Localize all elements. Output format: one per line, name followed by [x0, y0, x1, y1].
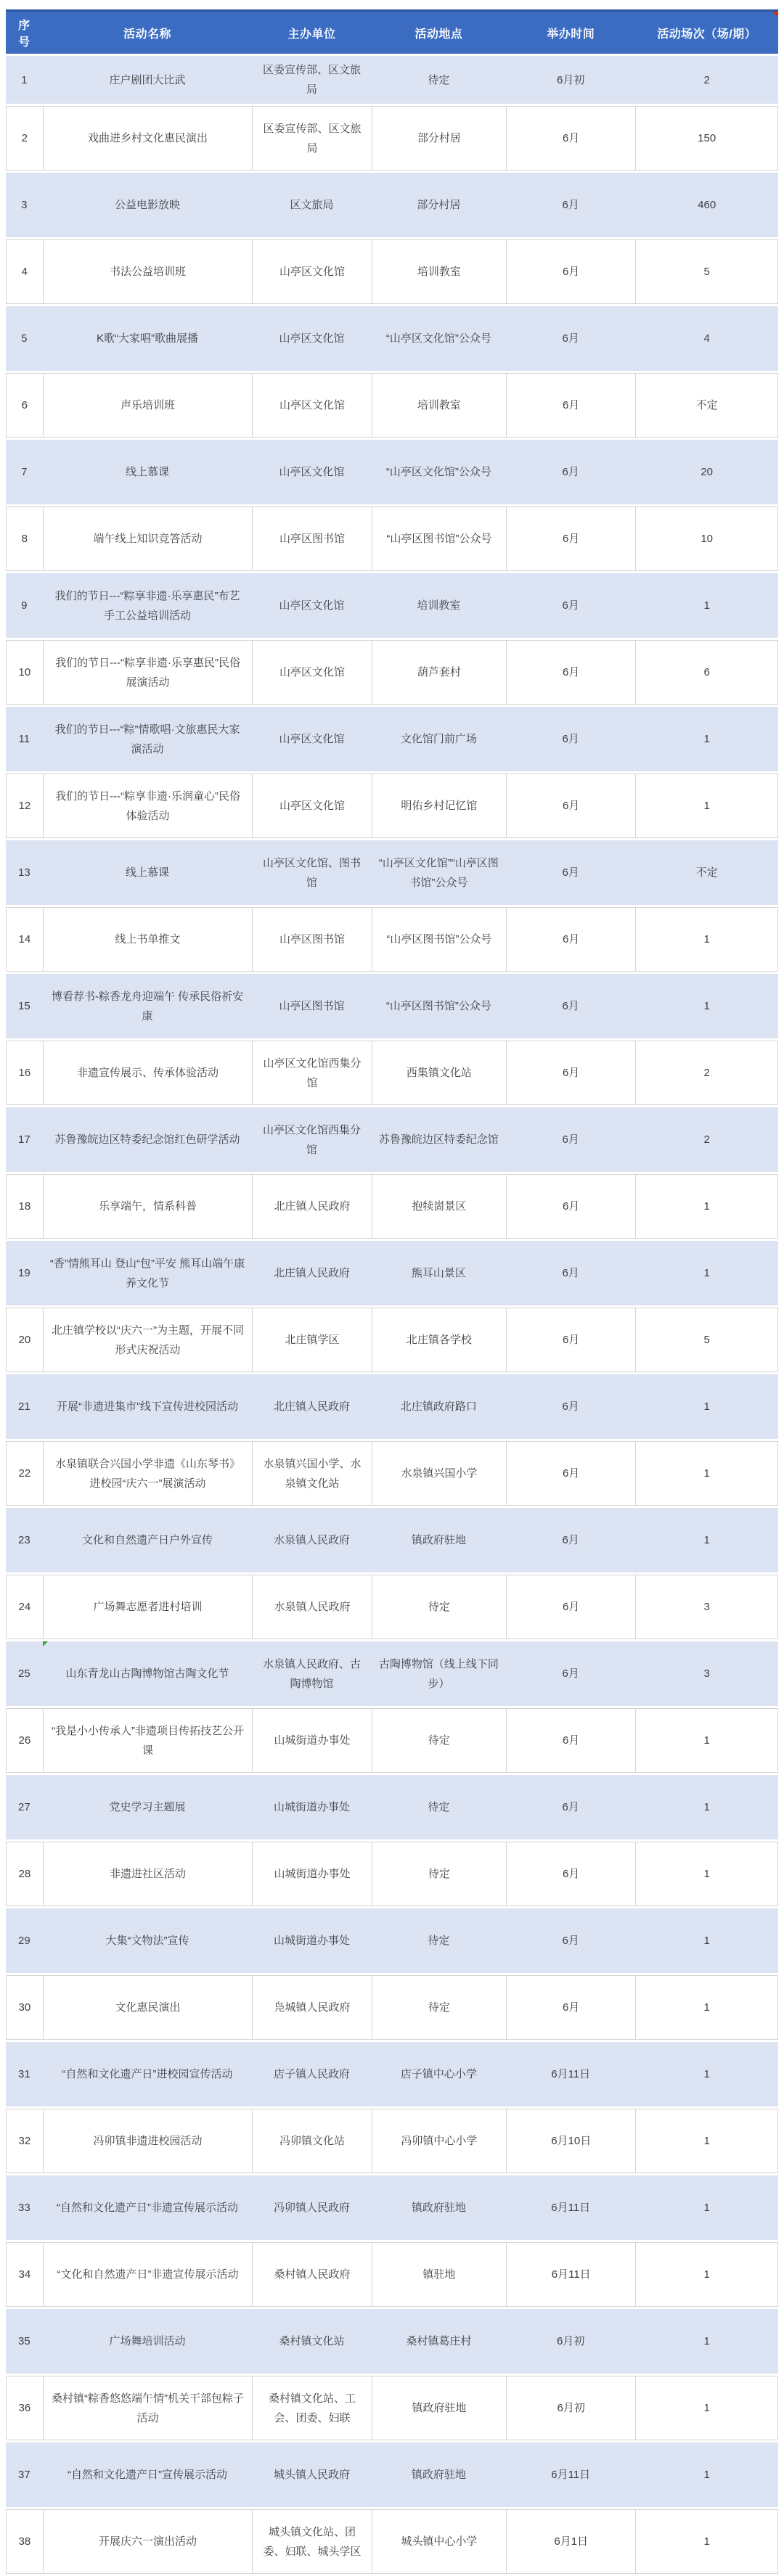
activity-schedule-table: [6, 7, 778, 2576]
cell-no: 14: [6, 907, 43, 972]
cell-name: 山东青龙山古陶博物馆古陶文化节: [43, 1641, 253, 1706]
cell-time: 6月11日: [506, 2175, 635, 2240]
cell-location: 部分村居: [372, 173, 506, 237]
cell-no: 7: [6, 440, 43, 504]
cell-organizer: 山城街道办事处: [252, 1842, 371, 1906]
cell-no: 36: [6, 2376, 43, 2440]
table-row: [6, 56, 778, 104]
header-cell-organizer: 主办单位: [252, 9, 371, 54]
cell-name: “自然和文化遗产日”进校园宣传活动: [43, 2042, 253, 2107]
cell-name: K歌“大家唱”歌曲展播: [43, 306, 253, 371]
cell-organizer: 山亭区文化馆: [252, 306, 371, 371]
cell-name: 开展“非遗进集市”线下宣传进校园活动: [43, 1374, 253, 1439]
cell-time: 6月初: [506, 56, 635, 104]
table-row: [6, 106, 778, 171]
cell-name: “文化和自然遗产日”非遗宣传展示活动: [43, 2242, 253, 2307]
cell-organizer: 北庄镇人民政府: [252, 1174, 371, 1239]
cell-sessions: 2: [635, 1107, 778, 1172]
cell-organizer: 山亭区文化馆: [252, 239, 371, 304]
cell-name: 党史学习主题展: [43, 1775, 253, 1839]
cell-time: 6月: [506, 1775, 635, 1839]
cell-sessions: 1: [635, 1842, 778, 1906]
cell-organizer: 北庄镇学区: [252, 1308, 371, 1372]
cell-time: 6月: [506, 440, 635, 504]
cell-time: 6月: [506, 640, 635, 705]
cell-sessions: 1: [635, 1775, 778, 1839]
cell-organizer: 桑村镇文化站: [252, 2309, 371, 2374]
cell-no: 5: [6, 306, 43, 371]
cell-name: “自然和文化遗产日”非遗宣传展示活动: [43, 2175, 253, 2240]
cell-name: 水泉镇联合兴国小学非遗《山东琴书》进校园“庆六一”展演活动: [43, 1441, 253, 1506]
cell-organizer: 区委宣传部、区文旅局: [252, 56, 371, 104]
cell-organizer: 北庄镇人民政府: [252, 1374, 371, 1439]
cell-time: 6月: [506, 306, 635, 371]
cell-name: 非遗宣传展示、传承体验活动: [43, 1041, 253, 1105]
cell-sessions: 2: [635, 56, 778, 104]
cell-no: 37: [6, 2442, 43, 2507]
cell-location: 葫芦套村: [372, 640, 506, 705]
cell-sessions: 10: [635, 506, 778, 571]
cell-location: 培训教室: [372, 373, 506, 438]
cell-time: 6月: [506, 173, 635, 237]
cell-sessions: 150: [635, 106, 778, 171]
cell-sessions: 6: [635, 640, 778, 705]
cell-organizer: 桑村镇文化站、工会、团委、妇联: [252, 2376, 371, 2440]
cell-sessions: 1: [635, 1374, 778, 1439]
cell-name: 乐享端午，情系科普: [43, 1174, 253, 1239]
table-row: [6, 974, 778, 1038]
cell-name: 博看荐书-粽香龙舟迎端午 传承民俗祈安康: [43, 974, 253, 1038]
cell-no: 35: [6, 2309, 43, 2374]
table-row: [6, 1308, 778, 1372]
cell-location: “山亭区文化馆”公众号: [372, 306, 506, 371]
table-row: [6, 306, 778, 371]
cell-sessions: 1: [635, 2242, 778, 2307]
cell-no: 28: [6, 1842, 43, 1906]
cell-time: 6月: [506, 1441, 635, 1506]
table-row: [6, 173, 778, 237]
table-row: [6, 1842, 778, 1906]
cell-no: 22: [6, 1441, 43, 1506]
cell-no: 38: [6, 2509, 43, 2574]
cell-time: 6月: [506, 1374, 635, 1439]
cell-no: 8: [6, 506, 43, 571]
cell-sessions: 5: [635, 239, 778, 304]
cell-no: 24: [6, 1575, 43, 1639]
table-row: [6, 840, 778, 905]
cell-location: 镇政府驻地: [372, 2175, 506, 2240]
cell-no: 18: [6, 1174, 43, 1239]
table-row: [6, 1575, 778, 1639]
cell-time: 6月: [506, 1041, 635, 1105]
cell-location: 抱犊崮景区: [372, 1174, 506, 1239]
cell-no: 29: [6, 1908, 43, 1973]
cell-name: 我们的节日---“粽”情歌唱·文旅惠民大家演活动: [43, 707, 253, 771]
cell-organizer: 城头镇人民政府: [252, 2442, 371, 2507]
cell-name: 文化和自然遗产日户外宣传: [43, 1508, 253, 1572]
cell-location: 北庄镇政府路口: [372, 1374, 506, 1439]
cell-name: 我们的节日---“粽享非遗·乐享惠民”布艺手工公益培训活动: [43, 573, 253, 638]
cell-no: 19: [6, 1241, 43, 1305]
header-cell-location: 活动地点: [372, 9, 506, 54]
cell-name: 公益电影放映: [43, 173, 253, 237]
cell-time: 6月11日: [506, 2042, 635, 2107]
table-row: [6, 640, 778, 705]
cell-name: 桑村镇“粽香悠悠端午情”机关干部包粽子活动: [43, 2376, 253, 2440]
cell-organizer: 区文旅局: [252, 173, 371, 237]
cell-name: 大集“文物法”宣传: [43, 1908, 253, 1973]
cell-sessions: 5: [635, 1308, 778, 1372]
cell-time: 6月: [506, 840, 635, 905]
cell-organizer: 山亭区图书馆: [252, 974, 371, 1038]
table-row: [6, 1107, 778, 1172]
cell-sessions: 1: [635, 1908, 778, 1973]
table-row: [6, 1041, 778, 1105]
cell-name: 声乐培训班: [43, 373, 253, 438]
cell-sessions: 1: [635, 2309, 778, 2374]
cell-sessions: 不定: [635, 840, 778, 905]
cell-no: 30: [6, 1975, 43, 2040]
cell-sessions: 1: [635, 1975, 778, 2040]
cell-no: 25: [6, 1641, 43, 1706]
cell-name: 北庄镇学校以“庆六一”为主题，开展不同形式庆祝活动: [43, 1308, 253, 1372]
cell-time: 6月: [506, 1308, 635, 1372]
cell-organizer: 凫城镇人民政府: [252, 1975, 371, 2040]
cell-organizer: 冯卯镇文化站: [252, 2109, 371, 2173]
cell-name: 端午线上知识竞答活动: [43, 506, 253, 571]
cell-no: 13: [6, 840, 43, 905]
table-row: [6, 506, 778, 571]
cell-organizer: 山亭区文化馆: [252, 640, 371, 705]
cell-sessions: 1: [635, 2109, 778, 2173]
table-row: [6, 907, 778, 972]
table-body: [6, 56, 778, 2574]
header-cell-sessions: 活动场次（场/期）: [635, 9, 778, 54]
cell-location: 古陶博物馆（线上线下同步）: [372, 1641, 506, 1706]
cell-name: 线上慕课: [43, 840, 253, 905]
cell-time: 6月: [506, 1842, 635, 1906]
cell-no: 21: [6, 1374, 43, 1439]
cell-location: “山亭区图书馆”公众号: [372, 506, 506, 571]
cell-location: 桑村镇葛庄村: [372, 2309, 506, 2374]
cell-location: 镇政府驻地: [372, 1508, 506, 1572]
cell-sessions: 1: [635, 1241, 778, 1305]
cell-name: 线上书单推文: [43, 907, 253, 972]
cell-time: 6月: [506, 373, 635, 438]
cell-name: 文化惠民演出: [43, 1975, 253, 2040]
cell-name: 广场舞培训活动: [43, 2309, 253, 2374]
cell-no: 3: [6, 173, 43, 237]
cell-time: 6月初: [506, 2309, 635, 2374]
cell-time: 6月: [506, 1575, 635, 1639]
cell-organizer: 山城街道办事处: [252, 1908, 371, 1973]
header-cell-time: 举办时间: [506, 9, 635, 54]
table-row: [6, 2442, 778, 2507]
cell-sessions: 3: [635, 1641, 778, 1706]
cell-organizer: 山亭区文化馆: [252, 774, 371, 838]
cell-location: 培训教室: [372, 239, 506, 304]
cell-location: 待定: [372, 1708, 506, 1773]
cell-time: 6月: [506, 907, 635, 972]
cell-time: 6月1日: [506, 2509, 635, 2574]
cell-organizer: 山城街道办事处: [252, 1775, 371, 1839]
cell-no: 31: [6, 2042, 43, 2107]
cell-sessions: 1: [635, 573, 778, 638]
cell-time: 6月: [506, 707, 635, 771]
cell-location: 城头镇中心小学: [372, 2509, 506, 2574]
header-cell-name: 活动名称: [43, 9, 253, 54]
table-row: [6, 573, 778, 638]
cell-location: 待定: [372, 1975, 506, 2040]
table-row: [6, 1241, 778, 1305]
table-row: [6, 2376, 778, 2440]
cell-sessions: 4: [635, 306, 778, 371]
cell-time: 6月: [506, 774, 635, 838]
table-row: [6, 1708, 778, 1773]
cell-no: 26: [6, 1708, 43, 1773]
cell-organizer: 水泉镇兴国小学、水泉镇文化站: [252, 1441, 371, 1506]
cell-name: “香”情熊耳山 登山“包”平安 熊耳山端午康养文化节: [43, 1241, 253, 1305]
cell-location: 文化馆门前广场: [372, 707, 506, 771]
cell-organizer: 山亭区图书馆: [252, 506, 371, 571]
table-row: [6, 1508, 778, 1572]
cell-no: 17: [6, 1107, 43, 1172]
cell-location: 冯卯镇中心小学: [372, 2109, 506, 2173]
table-row: [6, 2309, 778, 2374]
table-row: [6, 1641, 778, 1706]
cell-sessions: 1: [635, 774, 778, 838]
table-row: [6, 2109, 778, 2173]
cell-location: “山亭区文化馆”“山亭区图书馆”公众号: [372, 840, 506, 905]
table-header-row: [6, 9, 778, 54]
cell-sessions: 1: [635, 707, 778, 771]
cell-time: 6月: [506, 506, 635, 571]
cell-location: 待定: [372, 1575, 506, 1639]
cell-time: 6月: [506, 1107, 635, 1172]
cell-organizer: 桑村镇人民政府: [252, 2242, 371, 2307]
cell-no: 16: [6, 1041, 43, 1105]
cell-sessions: 2: [635, 1041, 778, 1105]
cell-sessions: 460: [635, 173, 778, 237]
cell-no: 11: [6, 707, 43, 771]
cell-time: 6月: [506, 106, 635, 171]
cell-time: 6月: [506, 239, 635, 304]
cell-location: 培训教室: [372, 573, 506, 638]
cell-organizer: 山亭区文化馆西集分馆: [252, 1041, 371, 1105]
cell-no: 4: [6, 239, 43, 304]
cell-location: 部分村居: [372, 106, 506, 171]
cell-no: 27: [6, 1775, 43, 1839]
cell-organizer: 冯卯镇人民政府: [252, 2175, 371, 2240]
cell-organizer: 山亭区文化馆: [252, 373, 371, 438]
cell-name: “我是小小传承人”非遗项目传拓技艺公开课: [43, 1708, 253, 1773]
table-row: [6, 1975, 778, 2040]
cell-organizer: 水泉镇人民政府: [252, 1575, 371, 1639]
cell-location: 待定: [372, 56, 506, 104]
cell-location: “山亭区图书馆”公众号: [372, 907, 506, 972]
cell-organizer: 山亭区图书馆: [252, 907, 371, 972]
cell-sessions: 1: [635, 974, 778, 1038]
table-row: [6, 373, 778, 438]
table-row: [6, 774, 778, 838]
cell-time: 6月初: [506, 2376, 635, 2440]
cell-no: 10: [6, 640, 43, 705]
cell-sessions: 1: [635, 1508, 778, 1572]
cell-name: 庄户剧团大比武: [43, 56, 253, 104]
table-row: [6, 2242, 778, 2307]
cell-sessions: 1: [635, 1708, 778, 1773]
cell-location: 待定: [372, 1775, 506, 1839]
cell-organizer: 区委宣传部、区文旅局: [252, 106, 371, 171]
header-cell-no: 序号: [6, 9, 43, 54]
cell-no: 33: [6, 2175, 43, 2240]
cell-name: 冯卯镇非遗进校园活动: [43, 2109, 253, 2173]
cell-time: 6月: [506, 573, 635, 638]
cell-name: 书法公益培训班: [43, 239, 253, 304]
cell-location: 待定: [372, 1908, 506, 1973]
cell-location: 明佑乡村记忆馆: [372, 774, 506, 838]
table-row: [6, 1908, 778, 1973]
table-row: [6, 1441, 778, 1506]
cell-no: 20: [6, 1308, 43, 1372]
cell-time: 6月11日: [506, 2242, 635, 2307]
table-row: [6, 2175, 778, 2240]
cell-organizer: 山亭区文化馆、图书馆: [252, 840, 371, 905]
cell-no: 32: [6, 2109, 43, 2173]
cell-no: 12: [6, 774, 43, 838]
cell-time: 6月10日: [506, 2109, 635, 2173]
cell-time: 6月: [506, 1908, 635, 1973]
cell-location: 镇政府驻地: [372, 2376, 506, 2440]
cell-location: 店子镇中心小学: [372, 2042, 506, 2107]
cell-no: 1: [6, 56, 43, 104]
cell-time: 6月: [506, 1174, 635, 1239]
cell-flag-icon: [43, 1641, 48, 1646]
cell-no: 9: [6, 573, 43, 638]
cell-location: 苏鲁豫皖边区特委纪念馆: [372, 1107, 506, 1172]
cell-no: 15: [6, 974, 43, 1038]
cell-sessions: 1: [635, 1174, 778, 1239]
cell-sessions: 20: [635, 440, 778, 504]
cell-time: 6月11日: [506, 2442, 635, 2507]
cell-organizer: 山城街道办事处: [252, 1708, 371, 1773]
cell-time: 6月: [506, 1508, 635, 1572]
cell-organizer: 水泉镇人民政府: [252, 1508, 371, 1572]
table-row: [6, 1374, 778, 1439]
cell-sessions: 1: [635, 2442, 778, 2507]
cell-no: 34: [6, 2242, 43, 2307]
cell-name: “自然和文化遗产日”宣传展示活动: [43, 2442, 253, 2507]
cell-location: 镇驻地: [372, 2242, 506, 2307]
cell-organizer: 山亭区文化馆: [252, 573, 371, 638]
cell-location: 待定: [372, 1842, 506, 1906]
cell-location: 镇政府驻地: [372, 2442, 506, 2507]
cell-no: 2: [6, 106, 43, 171]
cell-location: 熊耳山景区: [372, 1241, 506, 1305]
cell-sessions: 1: [635, 907, 778, 972]
cell-time: 6月: [506, 974, 635, 1038]
table-row: [6, 2042, 778, 2107]
cell-organizer: 山亭区文化馆西集分馆: [252, 1107, 371, 1172]
cell-name: 广场舞志愿者进村培训: [43, 1575, 253, 1639]
cell-organizer: 水泉镇人民政府、古陶博物馆: [252, 1641, 371, 1706]
comment-marker-icon: [772, 12, 778, 17]
cell-time: 6月: [506, 1975, 635, 2040]
cell-sessions: 1: [635, 2042, 778, 2107]
cell-organizer: 山亭区文化馆: [252, 707, 371, 771]
cell-location: “山亭区文化馆”公众号: [372, 440, 506, 504]
table-row: [6, 1174, 778, 1239]
cell-name: 我们的节日---“粽享非遗·乐润童心”民俗体验活动: [43, 774, 253, 838]
cell-organizer: 山亭区文化馆: [252, 440, 371, 504]
cell-name: 苏鲁豫皖边区特委纪念馆红色研学活动: [43, 1107, 253, 1172]
cell-organizer: 城头镇文化站、团委、妇联、城头学区: [252, 2509, 371, 2574]
cell-time: 6月: [506, 1241, 635, 1305]
cell-time: 6月: [506, 1708, 635, 1773]
cell-sessions: 1: [635, 2175, 778, 2240]
table-row: [6, 2509, 778, 2574]
cell-name: 戏曲进乡村文化惠民演出: [43, 106, 253, 171]
cell-sessions: 1: [635, 1441, 778, 1506]
cell-name: 线上慕课: [43, 440, 253, 504]
table-row: [6, 1775, 778, 1839]
cell-time: 6月: [506, 1641, 635, 1706]
cell-sessions: 1: [635, 2376, 778, 2440]
cell-organizer: 北庄镇人民政府: [252, 1241, 371, 1305]
table-row: [6, 440, 778, 504]
cell-name: 非遗进社区活动: [43, 1842, 253, 1906]
cell-sessions: 3: [635, 1575, 778, 1639]
cell-location: 北庄镇各学校: [372, 1308, 506, 1372]
cell-location: “山亭区图书馆”公众号: [372, 974, 506, 1038]
table-row: [6, 239, 778, 304]
cell-no: 6: [6, 373, 43, 438]
cell-name: 我们的节日---“粽享非遗·乐享惠民”民俗展演活动: [43, 640, 253, 705]
cell-sessions: 不定: [635, 373, 778, 438]
cell-sessions: 1: [635, 2509, 778, 2574]
cell-location: 水泉镇兴国小学: [372, 1441, 506, 1506]
cell-no: 23: [6, 1508, 43, 1572]
table-row: [6, 707, 778, 771]
cell-name: 开展庆六一演出活动: [43, 2509, 253, 2574]
cell-location: 西集镇文化站: [372, 1041, 506, 1105]
cell-organizer: 店子镇人民政府: [252, 2042, 371, 2107]
